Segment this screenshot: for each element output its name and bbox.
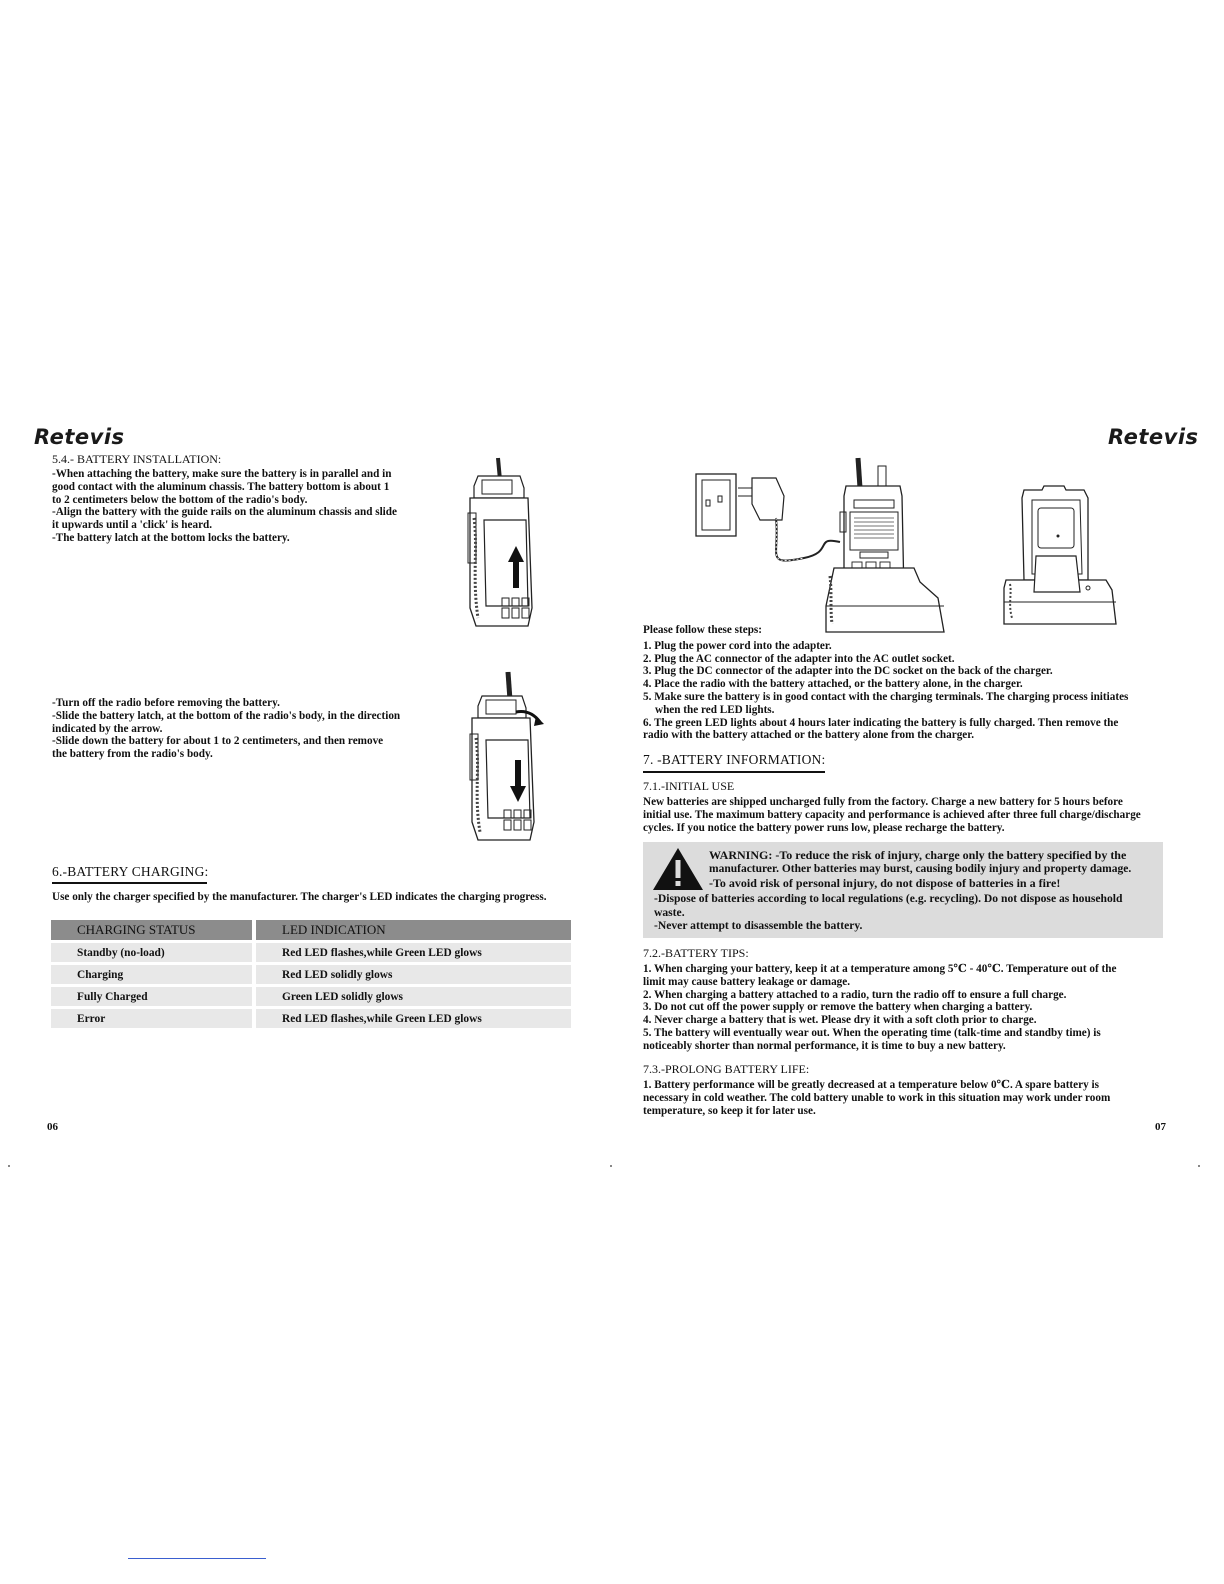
text-line: cycles. If you notice the battery power runs low, please recharge the battery.: [643, 821, 1005, 834]
text-line: initial use. The maximum battery capacity and performance is achieved after three full charge/discharge: [643, 808, 1141, 821]
text-line: -Align the battery with the guide rails on the aluminum chassis and slide: [52, 506, 397, 519]
battery-info-heading: 7. -BATTERY INFORMATION:: [643, 752, 826, 767]
step-item: 2. Plug the AC connector of the adapter into the AC outlet socket.: [643, 652, 955, 665]
table-cell-status: Error: [51, 1009, 252, 1028]
text-line: 1. When charging your battery, keep it at a temperature among 5℃ - 40℃. Temperature out of the: [643, 963, 1117, 975]
prolong-heading: 7.3.-PROLONG BATTERY LIFE:: [643, 1062, 810, 1076]
warning-text-full: [654, 892, 1159, 933]
table-row: [51, 965, 571, 984]
warning-box: [643, 842, 1163, 938]
radio-battery-remove-illustration: [460, 672, 545, 844]
table-cell-led: Red LED solidly glows: [256, 965, 571, 984]
table-cell-status: Fully Charged: [51, 987, 252, 1006]
text-line: good contact with the aluminum chassis. The battery bottom is about 1: [52, 480, 390, 493]
led-status-table: [47, 917, 575, 1031]
column-header-led-indication: LED INDICATION: [256, 920, 571, 940]
step-item: 5. Make sure the battery is in good contact with the charging terminals. The charging process initiates: [643, 690, 1129, 703]
text-line: the battery from the radio's body.: [52, 748, 213, 761]
step-item: when the red LED lights.: [655, 703, 775, 716]
step-item: radio with the battery attached or the battery alone from the charger.: [643, 729, 975, 742]
battery-tips-text: [643, 963, 1168, 1053]
brand-logo-left: Retevis: [34, 425, 125, 449]
charging-heading-underline: [52, 882, 207, 884]
text-line: it upwards until a 'click' is heard.: [52, 519, 213, 532]
warning-line: manufacturer. Other batteries may burst, causing bodily injury and property damage.: [709, 863, 1132, 875]
text-line: -Slide the battery latch, at the bottom of the radio's body, in the direction: [52, 709, 401, 722]
text-line: to 2 centimeters below the bottom of the radio's body.: [52, 493, 308, 506]
battery-tips-heading: 7.2.-BATTERY TIPS:: [643, 946, 749, 960]
table-row: [51, 1009, 571, 1028]
text-line: 2. When charging a battery attached to a radio, turn the radio off to ensure a full charge.: [643, 988, 1067, 1001]
warning-line: WARNING: -To reduce the risk of injury, charge only the battery specified by the: [709, 848, 1127, 862]
warning-line: waste.: [654, 905, 685, 919]
text-line: New batteries are shipped uncharged fully from the factory. Charge a new battery for 5 hours before: [643, 796, 1123, 808]
table-row: [51, 987, 571, 1006]
installation-heading: 5.4.- BATTERY INSTALLATION:: [52, 452, 222, 466]
text-line: 3. Do not cut off the power supply or remove the battery when charging a battery.: [643, 1001, 1033, 1014]
table-cell-led: Red LED flashes,while Green LED glows: [256, 1009, 571, 1028]
step-item: 1. Plug the power cord into the adapter.: [643, 639, 832, 652]
text-line: temperature, so keep it for later use.: [643, 1104, 816, 1117]
text-line: 4. Never charge a battery that is wet. Please dry it with a soft cloth prior to charge.: [643, 1014, 1037, 1027]
warning-triangle-icon: [651, 846, 705, 892]
step-item: 6. The green LED lights about 4 hours later indicating the battery is fully charged. Then remove the: [643, 716, 1119, 729]
crop-mark: [610, 1165, 612, 1167]
table-cell-status: Charging: [51, 965, 252, 984]
warning-line: -To avoid risk of personal injury, do not dispose of batteries in a fire!: [709, 876, 1061, 890]
brand-logo-right: Retevis: [1108, 425, 1199, 449]
table-row: [51, 943, 571, 962]
text-line: -When attaching the battery, make sure the battery is in parallel and in: [52, 468, 392, 480]
charging-heading: 6.-BATTERY CHARGING:: [52, 864, 209, 879]
crop-mark: [1198, 1165, 1200, 1167]
crop-mark: [8, 1165, 10, 1167]
radio-battery-attach-illustration: [460, 458, 540, 633]
table-cell-status: Standby (no-load): [51, 943, 252, 962]
battery-info-heading-underline: [643, 771, 825, 773]
charger-with-radio-illustration: [694, 456, 950, 634]
steps-intro: Please follow these steps:: [643, 624, 762, 636]
steps-section: [643, 624, 1168, 742]
text-line: indicated by the arrow.: [52, 722, 163, 735]
text-line: 5. The battery will eventually wear out. When the operating time (talk-time and standby time) is: [643, 1026, 1101, 1039]
charging-intro: Use only the charger specified by the manufacturer. The charger's LED indicates the charging progress.: [52, 891, 547, 903]
initial-use-heading: 7.1.-INITIAL USE: [643, 779, 735, 793]
charger-with-battery-illustration: [1002, 484, 1122, 632]
warning-line: -Dispose of batteries according to local regulations (e.g. recycling). Do not dispose as household: [654, 892, 1123, 905]
installation-remove-text: [52, 697, 422, 761]
page-number-left: 06: [47, 1121, 58, 1133]
column-header-charging-status: CHARGING STATUS: [51, 920, 252, 940]
step-item: 4. Place the radio with the battery attached, or the battery alone, in the charger.: [643, 678, 1023, 691]
text-line: necessary in cold weather. The cold battery unable to work in this situation may work under room: [643, 1091, 1111, 1104]
warning-text-main: [709, 848, 1159, 890]
warning-line: -Never attempt to disassemble the battery.: [654, 919, 863, 932]
step-item: 3. Plug the DC connector of the adapter into the DC socket on the back of the charger.: [643, 665, 1053, 678]
initial-use-text: [643, 796, 1168, 834]
text-line: 1. Battery performance will be greatly decreased at a temperature below 0℃. A spare battery is: [643, 1079, 1099, 1091]
text-line: noticeably shorter than normal performance, it is time to buy a new battery.: [643, 1039, 1006, 1052]
table-cell-led: Green LED solidly glows: [256, 987, 571, 1006]
prolong-text: [643, 1079, 1168, 1117]
page-number-right: 07: [1155, 1121, 1166, 1133]
text-line: limit may cause battery leakage or damage.: [643, 975, 851, 988]
installation-attach-text: [52, 468, 422, 545]
text-line: -The battery latch at the bottom locks the battery.: [52, 531, 290, 544]
table-cell-led: Red LED flashes,while Green LED glows: [256, 943, 571, 962]
text-line: -Slide down the battery for about 1 to 2 centimeters, and then remove: [52, 735, 384, 748]
table-header-row: [51, 920, 571, 940]
text-line: -Turn off the radio before removing the battery.: [52, 697, 280, 709]
bottom-rule: [128, 1558, 266, 1559]
